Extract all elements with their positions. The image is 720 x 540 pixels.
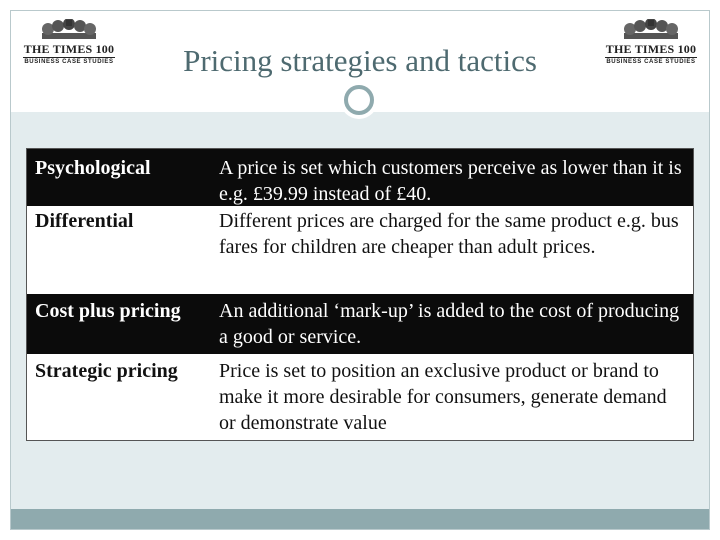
- term-cell: Psychological: [35, 157, 151, 179]
- table-row-strategic-pricing: [27, 354, 693, 440]
- logo-name: THE TIMES 100: [23, 42, 115, 56]
- slide-title: Pricing strategies and tactics: [183, 43, 537, 78]
- description-cell: Different prices are charged for the same product e.g. bus fares for children are cheaper than adult prices.: [219, 210, 679, 258]
- crest-icon: [620, 19, 682, 41]
- logo-subtitle: BUSINESS CASE STUDIES: [24, 59, 114, 65]
- crest-icon: [38, 19, 100, 41]
- description-cell: An additional ‘mark-up’ is added to the cost of producing a good or service.: [219, 300, 680, 348]
- logo-name: THE TIMES 100: [605, 42, 697, 56]
- table-row-psychological: [27, 149, 693, 206]
- slide: [10, 10, 710, 530]
- logo-subtitle: BUSINESS CASE STUDIES: [606, 59, 696, 65]
- description-cell: A price is set which customers perceive as lower than it is e.g. £39.99 instead of £40.: [219, 157, 682, 205]
- circle-ornament-icon: [340, 81, 378, 119]
- pricing-table: [26, 148, 694, 441]
- term-cell: Cost plus pricing: [35, 300, 181, 322]
- term-cell: Strategic pricing: [35, 360, 178, 382]
- times-100-logo-right: [605, 19, 697, 73]
- description-cell: Price is set to position an exclusive product or brand to make it more desirable for consumers, generate demand or demonstrate value: [219, 360, 667, 434]
- table-row-differential: [27, 206, 693, 294]
- term-cell: Differential: [35, 210, 134, 232]
- table-row-cost-plus-pricing: [27, 294, 693, 354]
- slide-footer-bar: [11, 509, 709, 529]
